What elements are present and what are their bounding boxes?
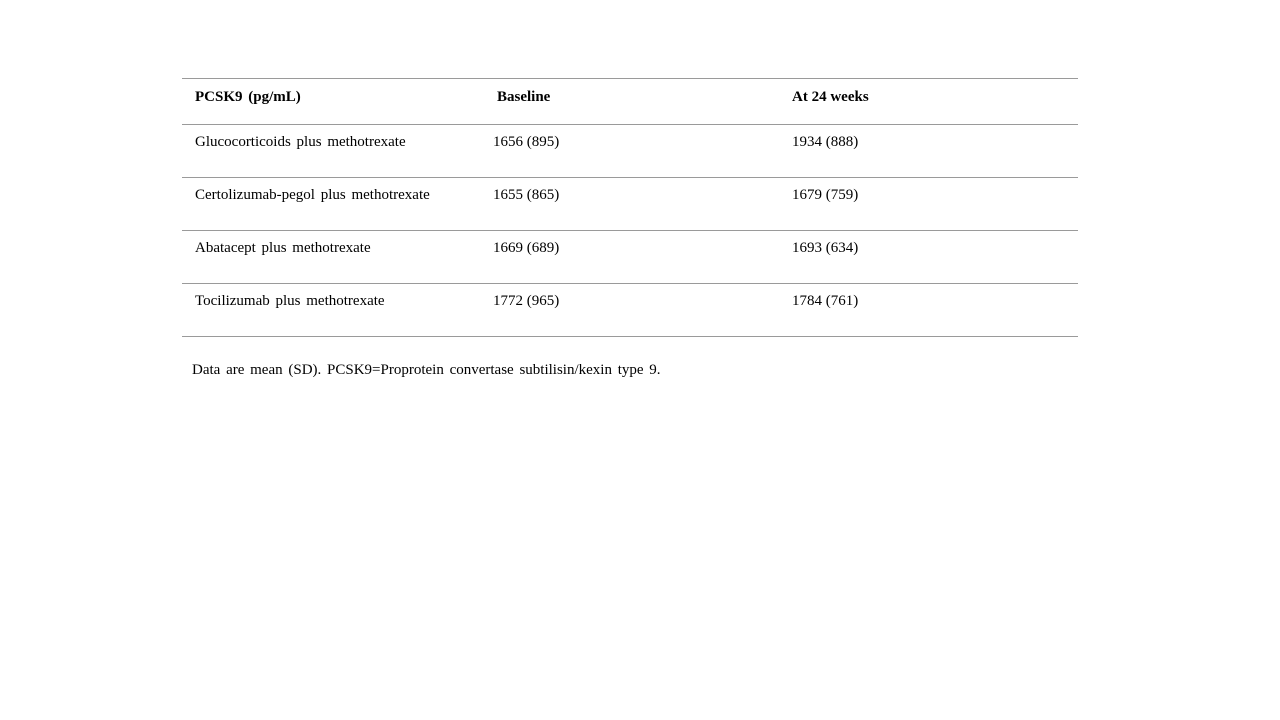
week24-value: 1934 (888)	[792, 134, 859, 150]
table-header-row	[182, 79, 1078, 125]
table-row	[182, 178, 1078, 231]
pcsk9-table	[182, 78, 1078, 337]
table-row	[182, 125, 1078, 178]
baseline-value: 1656 (895)	[493, 134, 560, 150]
header-24-weeks: At 24 weeks	[792, 89, 869, 105]
pcsk9-table-container	[182, 78, 1078, 337]
week24-value: 1784 (761)	[792, 293, 859, 309]
row-label: Certolizumab-pegol plus methotrexate	[195, 187, 430, 203]
baseline-value: 1669 (689)	[493, 240, 560, 256]
baseline-value: 1655 (865)	[493, 187, 560, 203]
table-row	[182, 284, 1078, 337]
header-pcsk9: PCSK9 (pg/mL)	[195, 89, 301, 105]
table-footnote: Data are mean (SD). PCSK9=Proprotein convertase subtilisin/kexin type 9.	[192, 362, 661, 378]
week24-value: 1679 (759)	[792, 187, 859, 203]
baseline-value: 1772 (965)	[493, 293, 560, 309]
table-row	[182, 231, 1078, 284]
row-label: Glucocorticoids plus methotrexate	[195, 134, 406, 150]
row-label: Tocilizumab plus methotrexate	[195, 293, 385, 309]
week24-value: 1693 (634)	[792, 240, 859, 256]
header-baseline: Baseline	[497, 89, 551, 105]
row-label: Abatacept plus methotrexate	[195, 240, 371, 256]
